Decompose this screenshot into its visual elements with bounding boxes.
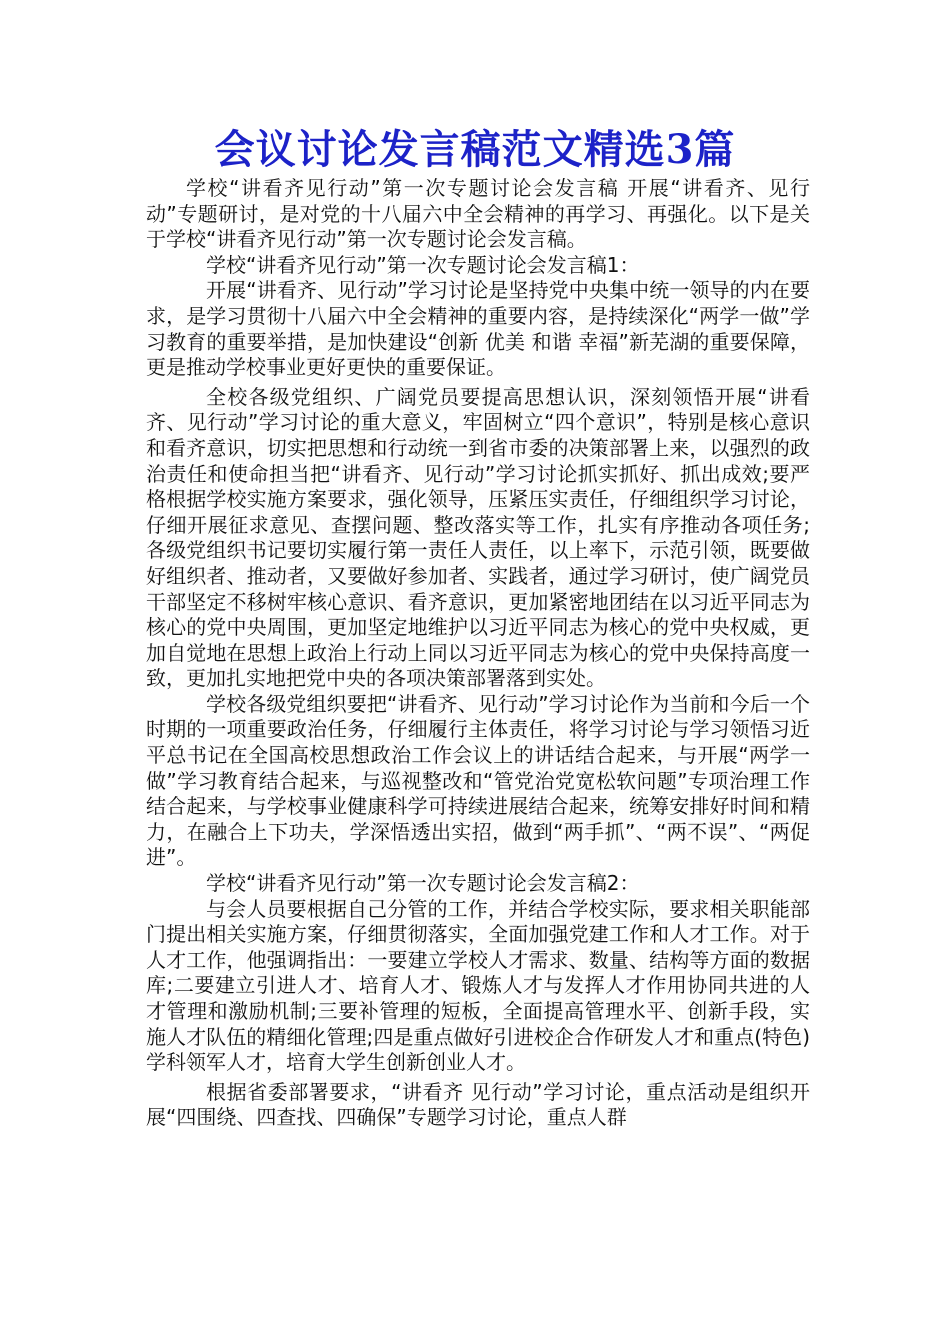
paragraph-intro: 学校“讲看齐见行动”第一次专题讨论会发言稿 开展“讲看齐、见行动”专题研讨，是对党的十八届六中全会精神的再学习、再强化。以下是关于学校“讲看齐见行动”第一次专题讨论会发言稿。 <box>146 176 810 252</box>
paragraph: 全校各级党组织、广阔党员要提高思想认识，深刻领悟开展“讲看齐、见行动”学习讨论的重大意义，牢固树立“四个意识”，特别是核心意识和看齐意识，切实把思想和行动统一到省市委的决策部署上来，以强烈的政治责任和使命担当把“讲看齐、见行动”学习讨论抓实抓好、抓出成效;要严格根据学校实施方案要求，强化领导，压紧压实责任，仔细组织学习讨论，仔细开展征求意见、查摆问题、整改落实等工作，扎实有序推动各项任务;各级党组织书记要切实履行第一责任人责任，以上率下，示范引领，既要做好组织者、推动者，又要做好参加者、实践者，通过学习研讨，使广阔党员干部坚定不移树牢核心意识、看齐意识，更加紧密地团结在以习近平同志为核心的党中央周围，更加坚定地维护以习近平同志为核心的党中央权威，更加自觉地在思想上政治上行动上同以习近平同志为核心的党中央保持高度一致，更加扎实地把党中央的各项决策部署落到实处。 <box>146 384 810 691</box>
section-heading-1: 学校“讲看齐见行动”第一次专题讨论会发言稿1： <box>206 252 640 277</box>
paragraph: 学校各级党组织要把“讲看齐、见行动”学习讨论作为当前和今后一个时期的一项重要政治任务，仔细履行主体责任，将学习讨论与学习领悟习近平总书记在全国高校思想政治工作会议上的讲话结合起来，与开展“两学一做”学习教育结合起来，与巡视整改和“管党治党宽松软问题”专项治理工作结合起来，与学校事业健康科学可持续进展结合起来，统筹安排好时间和精力，在融合上下功夫，学深悟透出实招，做到“两手抓”、“两不误”、“两促进”。 <box>146 691 810 870</box>
paragraph: 开展“讲看齐、见行动”学习讨论是坚持党中央集中统一领导的内在要求，是学习贯彻十八届六中全会精神的重要内容，是持续深化“两学一做”学习教育的重要举措，是加快建设“创新 优美 和谐 幸福”新芜湖的重要保障，更是推动学校事业更好更快的重要保证。 <box>146 278 810 380</box>
paragraph: 与会人员要根据自己分管的工作，并结合学校实际，要求相关职能部门提出相关实施方案，仔细贯彻落实，全面加强党建工作和人才工作。对于人才工作，他强调指出：一要建立学校人才需求、数量、结构等方面的数据库;二要建立引进人才、培育人才、锻炼人才与发挥人才作用协同共进的人才管理和激励机制;三要补管理的短板，全面提高管理水平、创新手段，实施人才队伍的精细化管理;四是重点做好引进校企合作研发人才和重点(特色)学科领军人才，培育大学生创新创业人才。 <box>146 896 810 1075</box>
document-title: 会议讨论发言稿范文精选3篇 <box>214 126 736 173</box>
section-heading-2: 学校“讲看齐见行动”第一次专题讨论会发言稿2： <box>206 871 640 896</box>
document-body <box>146 176 810 1131</box>
paragraph: 根据省委部署要求，“讲看齐 见行动”学习讨论，重点活动是组织开展“四围绕、四查找、四确保”专题学习讨论，重点人群 <box>146 1079 810 1130</box>
